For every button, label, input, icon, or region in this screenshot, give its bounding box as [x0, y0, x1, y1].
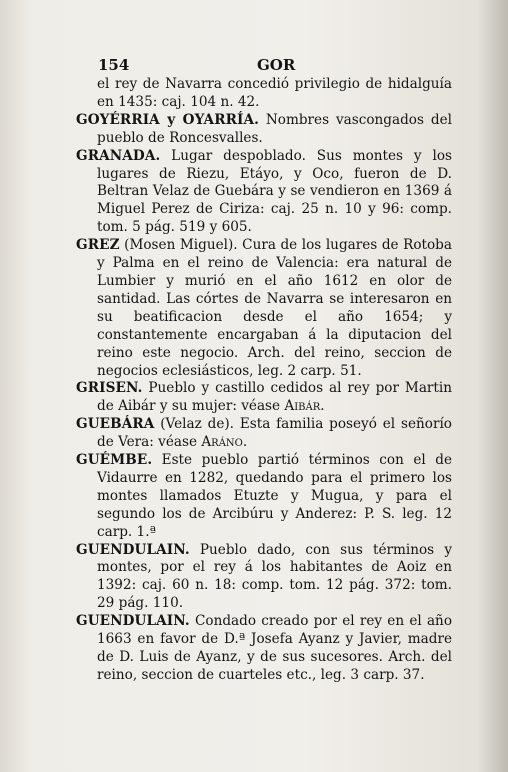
entry-goyerria — [76, 112, 452, 148]
entry-body: Condado creado por el rey en el año 1663 en favor de D.ª Josefa Ayanz y Javier, madre de D. Luis de Ayanz, y de sus sucesores. Arch. del reino, seccion de cuarteles etc., leg. 3 carp. 37. — [97, 613, 452, 683]
entry-headword: GOYÉRRIA y OYARRÍA. — [76, 111, 259, 128]
entry-body: Lugar despoblado. Sus montes y los lugares de Riezu, Etáyo, y Oco, fueron de D. Beltran Velaz de Guebára y se vendieron en 1369 á Miguel Perez de Ciriza: caj. 25 n. 10 y 96: comp. tom. 5 pág. 519 y 605. — [97, 147, 452, 236]
entry-headword: GUÉMBE. — [76, 452, 153, 469]
entry-guebara — [76, 416, 452, 452]
entry-headword: GRANADA. — [76, 147, 161, 164]
page-number: 154 — [98, 56, 130, 74]
entry-body: Pueblo dado, con sus términos y montes, por el rey á los habitantes de Aoiz en 1392: caj. 60 n. 18: comp. tom. 12 pág. 372: tom. 29 pág. 110. — [97, 541, 452, 612]
entry-tail: . — [320, 398, 325, 415]
entry-guendulain-condado — [76, 613, 452, 685]
cross-reference: Aráno — [201, 434, 243, 451]
entry-body: (Mosen Miguel). Cura de los lugares de Rotoba y Palma en el reino de Valencia: era natural de Lumbier y murió en el año 1612 en olor de santidad. Las córtes de Navarra se interesaron en su beatificacion desde el año 1654; y constantemente encargaban á la diputacion del reino este negocio. Arch. del reino, seccion de negocios eclesiásticos, leg. 2 carp. 51. — [97, 237, 452, 379]
entry-guendulain-pueblo — [76, 542, 452, 614]
entry-tail: . — [242, 434, 248, 451]
running-head: GOR — [257, 56, 296, 74]
entry-guembe — [76, 452, 452, 542]
entry-body: Pueblo y castillo cedidos al rey por Martin de Aibár y su mujer: véase — [97, 380, 452, 415]
entry-body: Este pueblo partió términos con el de Vidaurre en 1282, quedando para el primero los montes llamados Etuzte y Mugua, y para el segundo los de Arcibúru y Anderez: P. S. leg. 12 carp. 1.ª — [97, 452, 452, 540]
entry-body: Nombres vascongados del pueblo de Roncesvalles. — [97, 111, 452, 146]
page-header — [98, 56, 398, 76]
entry-continuation — [76, 76, 452, 112]
entry-body: el rey de Navarra concedió privilegio de hidalguía en 1435: caj. 104 n. 42. — [97, 76, 452, 110]
entry-headword: GUENDULAIN. — [76, 613, 190, 630]
entry-granada — [76, 148, 452, 238]
entry-grisen — [76, 380, 452, 416]
entry-headword: GRISEN. — [76, 380, 143, 397]
entry-body: (Velaz de). Esta familia poseyó el señorío de Vera: véase — [97, 416, 452, 451]
entry-headword: GUEBÁRA — [76, 416, 155, 433]
dictionary-text — [76, 76, 452, 685]
entry-headword: GUENDULAIN. — [76, 541, 190, 558]
entry-grez — [76, 237, 452, 380]
cross-reference: Aibár — [284, 398, 321, 415]
entry-headword: GREZ — [76, 237, 120, 254]
